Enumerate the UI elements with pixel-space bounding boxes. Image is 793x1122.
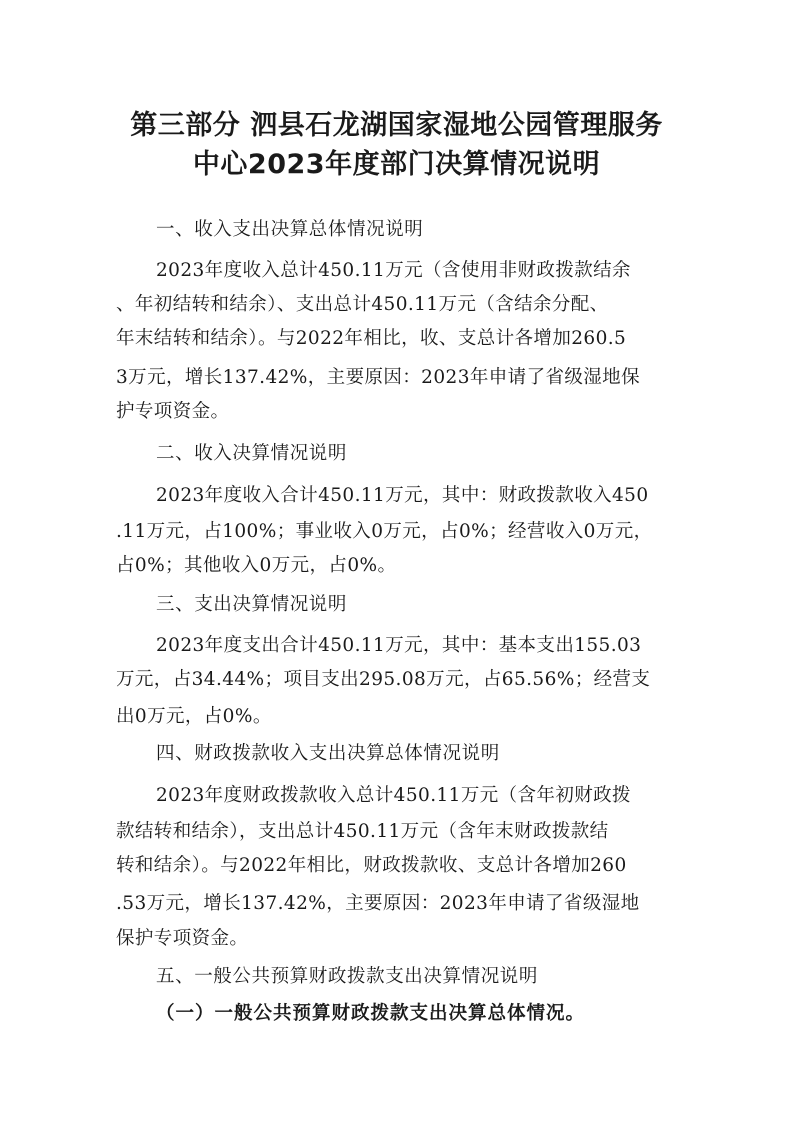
paragraph-line: 保护专项资金。 [116, 928, 249, 949]
paragraph-line: 出0万元，占0%。 [116, 706, 272, 727]
paragraph-line: 转和结余）。与2022年相比，财政拨款收、支总计各增加260 [116, 855, 627, 876]
document-title-line-2: 中心2023年度部门决算情况说明 [192, 149, 601, 180]
paragraph-line: .53万元，增长137.42%，主要原因：2023年申请了省级湿地 [116, 893, 640, 914]
paragraph-line: 、年初结转和结余）、支出总计450.11万元（含结余分配、 [116, 294, 609, 315]
paragraph-line: 3万元，增长137.42%，主要原因：2023年申请了省级湿地保 [116, 367, 640, 388]
section-heading: 五、一般公共预算财政拨款支出决算情况说明 [156, 966, 539, 987]
paragraph-line: 2023年度支出合计450.11万元，其中：基本支出155.03 [156, 635, 642, 656]
paragraph-line: 万元，占34.44%；项目支出295.08万元，占65.56%；经营支 [116, 669, 651, 690]
section-heading: 四、财政拨款收入支出决算总体情况说明 [156, 743, 500, 764]
paragraph-line: 款结转和结余），支出总计450.11万元（含年末财政拨款结 [116, 821, 609, 842]
section-subheading: （一）一般公共预算财政拨款支出决算总体情况。 [156, 1003, 586, 1024]
paragraph-line: 2023年度收入总计450.11万元（含使用非财政拨款结余 [156, 260, 631, 281]
section-heading: 二、收入决算情况说明 [156, 443, 348, 464]
paragraph-line: 2023年度收入合计450.11万元，其中：财政拨款收入450 [156, 485, 649, 506]
section-heading: 三、支出决算情况说明 [156, 594, 348, 615]
paragraph-line: 护专项资金。 [116, 401, 230, 422]
paragraph-line: 占0%；其他收入0万元，占0%。 [116, 555, 397, 576]
section-heading: 一、收入支出决算总体情况说明 [156, 219, 424, 240]
document-title-line-1: 第三部分 泗县石龙湖国家湿地公园管理服务 [130, 110, 663, 141]
paragraph-line: 2023年度财政拨款收入总计450.11万元（含年初财政拨 [156, 785, 631, 806]
paragraph-line: 年末结转和结余）。与2022年相比，收、支总计各增加260.5 [116, 328, 627, 349]
paragraph-line: .11万元，占100%；事业收入0万元，占0%；经营收入0万元， [116, 521, 653, 542]
